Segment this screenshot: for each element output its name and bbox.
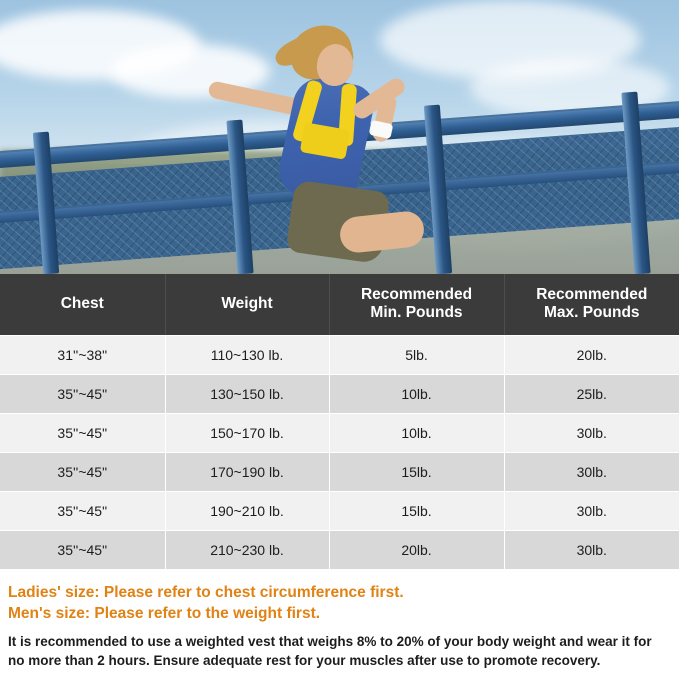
- column-header-chest: [0, 274, 165, 335]
- column-header-chest-line1: Chest: [60, 295, 104, 313]
- cell-max-pounds: 20lb.: [504, 335, 679, 374]
- cell-min-pounds: 10lb.: [329, 413, 504, 452]
- table-row: [0, 335, 679, 374]
- cell-weight: 150~170 lb.: [165, 413, 329, 452]
- cell-max-pounds: 30lb.: [504, 452, 679, 491]
- cell-max-pounds: 30lb.: [504, 413, 679, 452]
- table-row: [0, 374, 679, 413]
- cell-min-pounds: 20lb.: [329, 530, 504, 569]
- size-table-body: [0, 335, 679, 569]
- table-row: [0, 452, 679, 491]
- column-header-max-pounds: [504, 274, 679, 335]
- note-mens-size: Men's size: Please refer to the weight first.: [8, 604, 321, 622]
- size-table-container: [0, 274, 679, 570]
- column-header-min-pounds-line1: Recommended: [360, 286, 473, 303]
- cell-chest: 35''~45": [0, 452, 165, 491]
- column-header-max-pounds-line1: Recommended: [536, 286, 648, 303]
- cell-max-pounds: 25lb.: [504, 374, 679, 413]
- cell-weight: 110~130 lb.: [165, 335, 329, 374]
- cell-chest: 35''~45": [0, 413, 165, 452]
- column-header-min-pounds-line2: Min. Pounds: [370, 304, 463, 322]
- column-header-min-pounds: [329, 274, 504, 335]
- column-header-weight-line1: Weight: [221, 295, 273, 313]
- table-header-row: [0, 274, 679, 335]
- cell-max-pounds: 30lb.: [504, 530, 679, 569]
- note-ladies-size: Ladies' size: Please refer to chest circumference first.: [8, 583, 404, 601]
- size-table: [0, 274, 679, 570]
- cell-chest: 31''~38": [0, 335, 165, 374]
- cell-chest: 35''~45": [0, 491, 165, 530]
- size-table-header: [0, 274, 679, 335]
- cell-chest: 35''~45": [0, 530, 165, 569]
- runner-figure: [190, 18, 450, 274]
- table-row: [0, 491, 679, 530]
- cell-max-pounds: 30lb.: [504, 491, 679, 530]
- cell-weight: 210~230 lb.: [165, 530, 329, 569]
- cell-weight: 130~150 lb.: [165, 374, 329, 413]
- hero-image: [0, 0, 679, 274]
- table-row: [0, 530, 679, 569]
- table-row: [0, 413, 679, 452]
- cell-min-pounds: 5lb.: [329, 335, 504, 374]
- cell-min-pounds: 15lb.: [329, 452, 504, 491]
- cell-weight: 170~190 lb.: [165, 452, 329, 491]
- cell-min-pounds: 10lb.: [329, 374, 504, 413]
- column-header-weight: [165, 274, 329, 335]
- column-header-max-pounds-line2: Max. Pounds: [543, 304, 640, 322]
- note-usage-recommendation: It is recommended to use a weighted vest that weighs 8% to 20% of your body weight and wear it for no more than 2 hours. Ensure adequate rest for your muscles after use to promote recovery.: [8, 634, 652, 669]
- cell-min-pounds: 15lb.: [329, 491, 504, 530]
- notes-section: [0, 570, 679, 679]
- cell-chest: 35''~45": [0, 374, 165, 413]
- cell-weight: 190~210 lb.: [165, 491, 329, 530]
